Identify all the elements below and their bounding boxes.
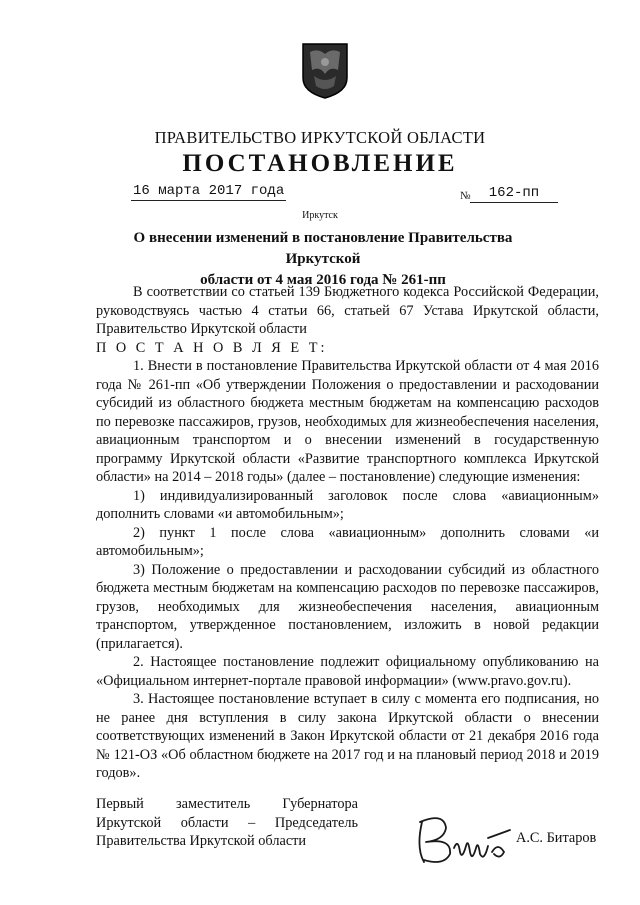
document-title — [110, 228, 536, 291]
signer-name: А.С. Битаров — [516, 830, 597, 846]
coat-of-arms-icon — [300, 40, 350, 100]
document-type: ПОСТАНОВЛЕНИЕ — [182, 150, 458, 177]
position-line-2: Иркутской области – Председатель — [96, 814, 358, 831]
signer-position — [96, 795, 358, 851]
paragraph-1: 1. Внести в постановление Правительства Иркутской области от 4 мая 2016 года № 261-пп «Об утверждении Положения о предоставлении и расходовании субсидий из областного бюджета местным бюджетам на компенсацию расходов по перевозке пассажиров, грузов, необходимых для жизнеобеспечения населения, авиационным транспортом и о внесении изменений в государственную программу Иркутской области «Развитие транспортного комплекса Иркутской области» на 2014 – 2018 годы» (далее – постановление) следующие изменения: — [96, 358, 599, 485]
document-date: 16 марта 2017 года — [133, 183, 285, 199]
paragraph-1-item-1: 1) индивидуализированный заголовок после слова «авиационным» дополнить словами «и автомобильным»; — [96, 487, 599, 522]
document-number: 162-пп — [470, 185, 558, 203]
paragraph-2: 2. Настоящее постановление подлежит официальному опубликованию на «Официальном интернет-портале правовой информации» (www.pravo.gov.ru). — [96, 654, 599, 689]
document-body — [96, 283, 599, 783]
number-sign: № — [460, 190, 471, 202]
paragraph-1-item-3: 3) Положение о предоставлении и расходовании субсидий из областного бюджета местным бюджетам на компенсацию расходов по перевозке пассажиров, грузов, необходимых для жизнеобеспечения населения, авиационным транспортом, утвержденное постановлением, изложить в новой редакции (прилагается). — [96, 561, 599, 652]
title-line-2: области от 4 мая 2016 года № 261-пп — [200, 272, 446, 288]
position-line-1: Первый заместитель Губернатора — [96, 796, 358, 812]
title-line-1: О внесении изменений в постановление Правительства Иркутской — [133, 230, 513, 267]
paragraph-1-item-2: 2) пункт 1 после слова «авиационным» дополнить словами «и автомобильным»; — [96, 524, 599, 559]
intro-paragraph: В соответствии со статьей 139 Бюджетного кодекса Российской Федерации, руководствуясь частью 4 статьи 66, статьей 67 Устава Иркутской области, Правительство Иркутской области — [96, 284, 599, 337]
position-line-3: Правительства Иркутской области — [96, 833, 307, 849]
paragraph-3: 3. Настоящее постановление вступает в силу с момента его подписания, но не ранее дня вступления в силу закона Иркутской области о внесении соответствующих изменений в Закон Иркутской области от 21 декабря 2016 года № 121-ОЗ «Об областном бюджете на 2017 год и на плановый период 2018 и 2019 годов». — [96, 691, 599, 781]
handwritten-signature — [414, 808, 514, 868]
city: Иркутск — [302, 210, 338, 221]
decrees-word: П О С Т А Н О В Л Я Е Т: — [96, 339, 328, 356]
government-name: ПРАВИТЕЛЬСТВО ИРКУТСКОЙ ОБЛАСТИ — [154, 128, 486, 147]
